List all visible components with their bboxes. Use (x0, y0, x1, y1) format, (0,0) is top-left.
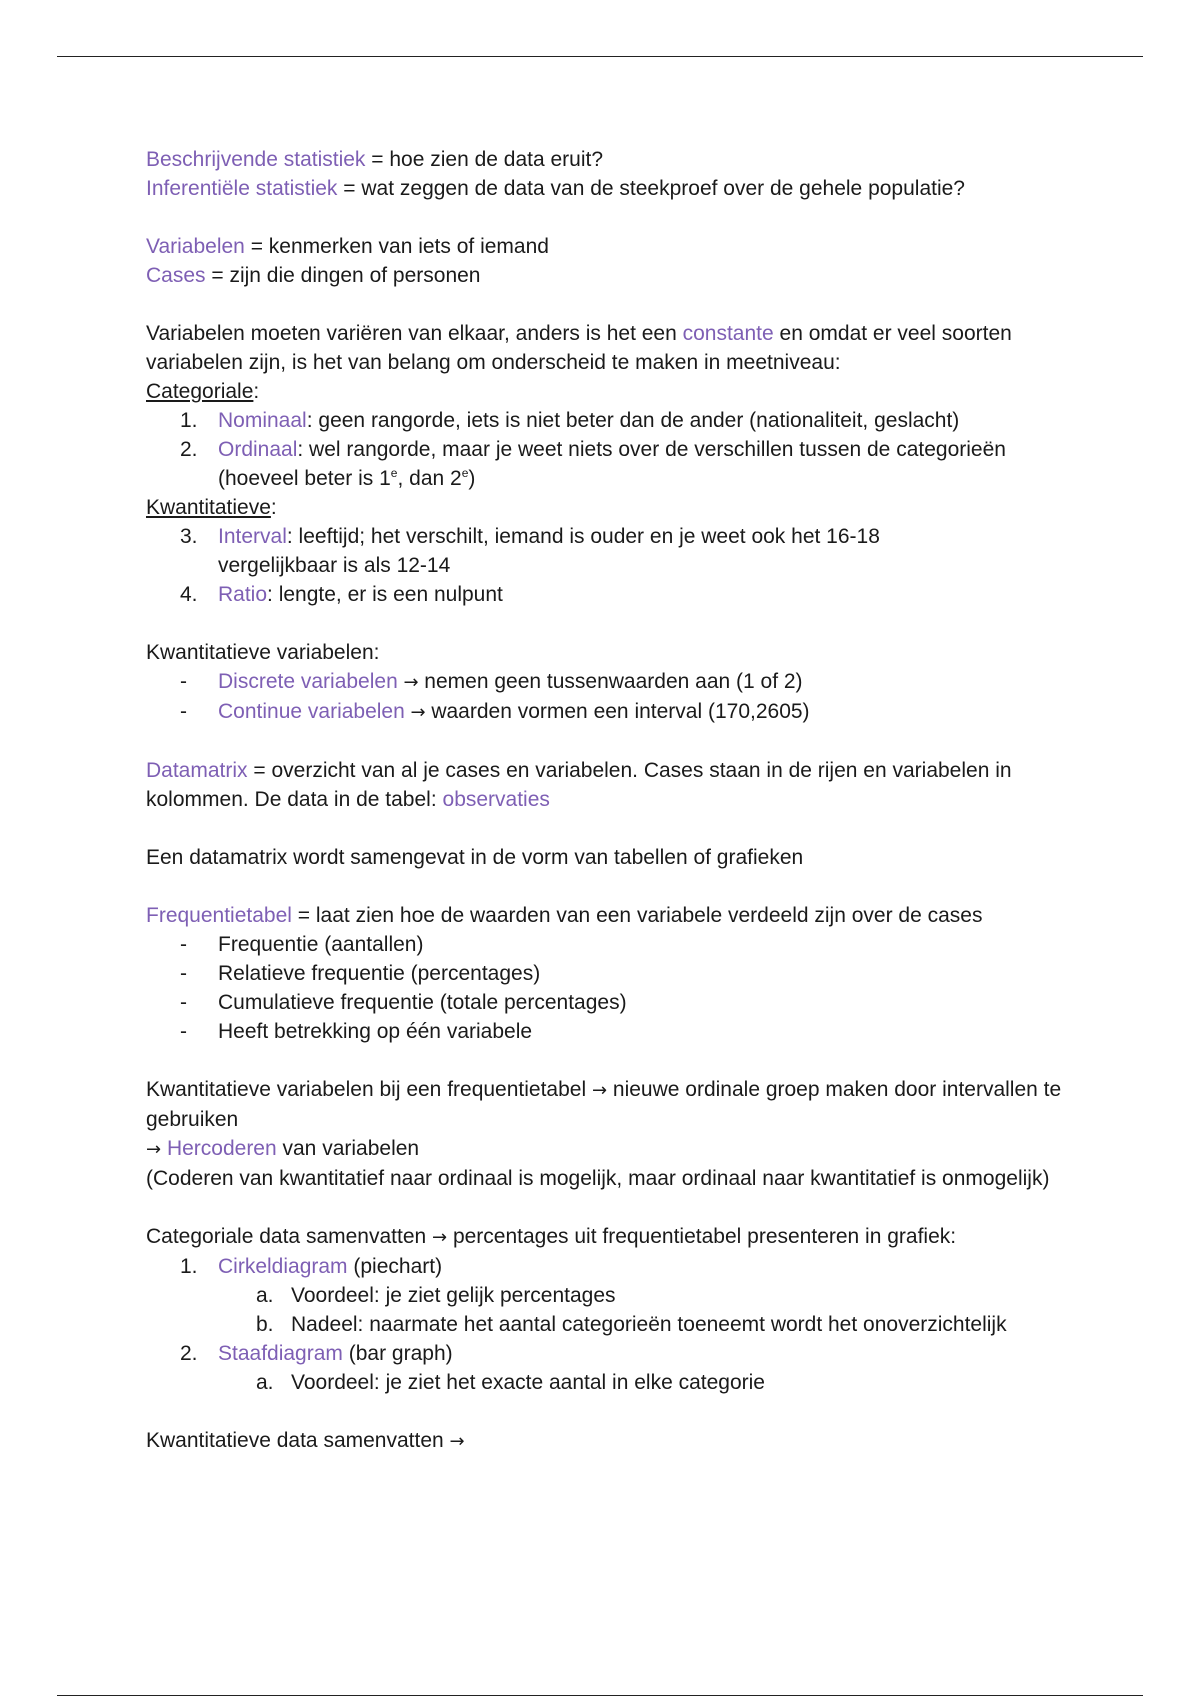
paragraph-frequentietabel: Frequentietabel = laat zien hoe de waarden van een variabele verdeeld zijn over de cases (146, 904, 983, 927)
definition-variabelen: Variabelen = kenmerken van iets of iemand (146, 235, 549, 258)
note-hercoderen: (Coderen van kwantitatief naar ordinaal is mogelijk, maar ordinaal naar kwantitatief is onmogelijk) (146, 1167, 1050, 1190)
list-categoriale (146, 406, 1066, 493)
list-grafieken (146, 1252, 1066, 1397)
term: Beschrijvende statistiek (146, 148, 366, 171)
arrow-right-icon: → (432, 1227, 448, 1248)
paragraph-hercoderen: Kwantitatieve variabelen bij een frequentietabel → nieuwe ordinale groep maken door intervallen te gebruiken (146, 1078, 1062, 1131)
header-rule (57, 56, 1143, 57)
term: Variabelen (146, 235, 245, 258)
arrow-right-icon: → (146, 1139, 162, 1160)
paragraph-summary: Een datamatrix wordt samengevat in de vorm van tabellen of grafieken (146, 846, 804, 869)
arrow-right-icon: → (591, 1080, 608, 1101)
definition-cases: Cases = zijn die dingen of personen (146, 264, 481, 287)
paragraph-variation: Variabelen moeten variëren van elkaar, anders is het een constante en omdat er veel soorten variabelen zijn, is het van belang om onderscheid te maken in meetniveau: (146, 322, 1012, 374)
list-item: - Discrete variabelen → nemen geen tussenwaarden aan (1 of 2) (180, 670, 803, 693)
paragraph-datamatrix: Datamatrix = overzicht van al je cases en variabelen. Cases staan in de rijen en variabelen in kolommen. De data in de tabel: observaties (146, 759, 1012, 811)
heading-categoriale: Categoriale: (146, 380, 260, 403)
arrow-right-icon: → (404, 702, 432, 723)
definition-inferentiele: Inferentiële statistiek = wat zeggen de data van de steekproef over de gehele populatie? (146, 177, 965, 200)
term: Cases (146, 264, 206, 287)
sub-list-item: a. Voordeel: je ziet het exacte aantal in elke categorie (256, 1371, 765, 1394)
arrow-right-icon: → (449, 1431, 465, 1452)
list-item: 2. Staafdiagram (bar graph) (180, 1342, 453, 1365)
list-item: 3. Interval: leeftijd; het verschilt, iemand is ouder en je weet ook het 16-18 vergelijkbaar is als 12-14 (180, 525, 880, 577)
footer-rule (57, 1695, 1143, 1696)
list-item: - Heeft betrekking op één variabele (180, 1020, 533, 1043)
term: constante (682, 322, 774, 345)
paragraph-kwantitatieve-data: Kwantitatieve data samenvatten → (146, 1429, 465, 1452)
definition-beschrijvende: Beschrijvende statistiek = hoe zien de data eruit? (146, 148, 604, 171)
heading-kwantitatieve: Kwantitatieve: (146, 496, 277, 519)
list-kwant-variabelen (146, 667, 1066, 727)
list-kwantitatieve (146, 522, 1066, 609)
list-item: - Frequentie (aantallen) (180, 933, 424, 956)
list-item: - Cumulatieve frequentie (totale percentages) (180, 991, 627, 1014)
list-item: 4. Ratio: lengte, er is een nulpunt (180, 583, 503, 606)
document-body (146, 145, 1066, 1456)
sub-list-item: b. Nadeel: naarmate het aantal categorieën toeneemt wordt het onoverzichtelijk (256, 1313, 1007, 1336)
term: Inferentiële statistiek (146, 177, 338, 200)
list-item: 2. Ordinaal: wel rangorde, maar je weet niets over de verschillen tussen de categorieën (hoeveel beter is 1e, dan 2e) (180, 438, 1006, 490)
heading-kwantitatieve-variabelen: Kwantitatieve variabelen: (146, 641, 380, 664)
line-hercoderen: → Hercoderen van variabelen (146, 1137, 420, 1160)
list-item: 1. Cirkeldiagram (piechart) (180, 1255, 443, 1278)
sub-list-item: a. Voordeel: je ziet gelijk percentages (256, 1284, 616, 1307)
list-frequentie (146, 930, 1066, 1046)
list-item: - Continue variabelen → waarden vormen een interval (170,2605) (180, 700, 810, 723)
paragraph-categoriale-data: Categoriale data samenvatten → percentages uit frequentietabel presenteren in grafiek: (146, 1225, 957, 1248)
list-item: - Relatieve frequentie (percentages) (180, 962, 541, 985)
list-item: 1. Nominaal: geen rangorde, iets is niet beter dan de ander (nationaliteit, geslacht) (180, 409, 960, 432)
arrow-right-icon: → (397, 672, 425, 693)
